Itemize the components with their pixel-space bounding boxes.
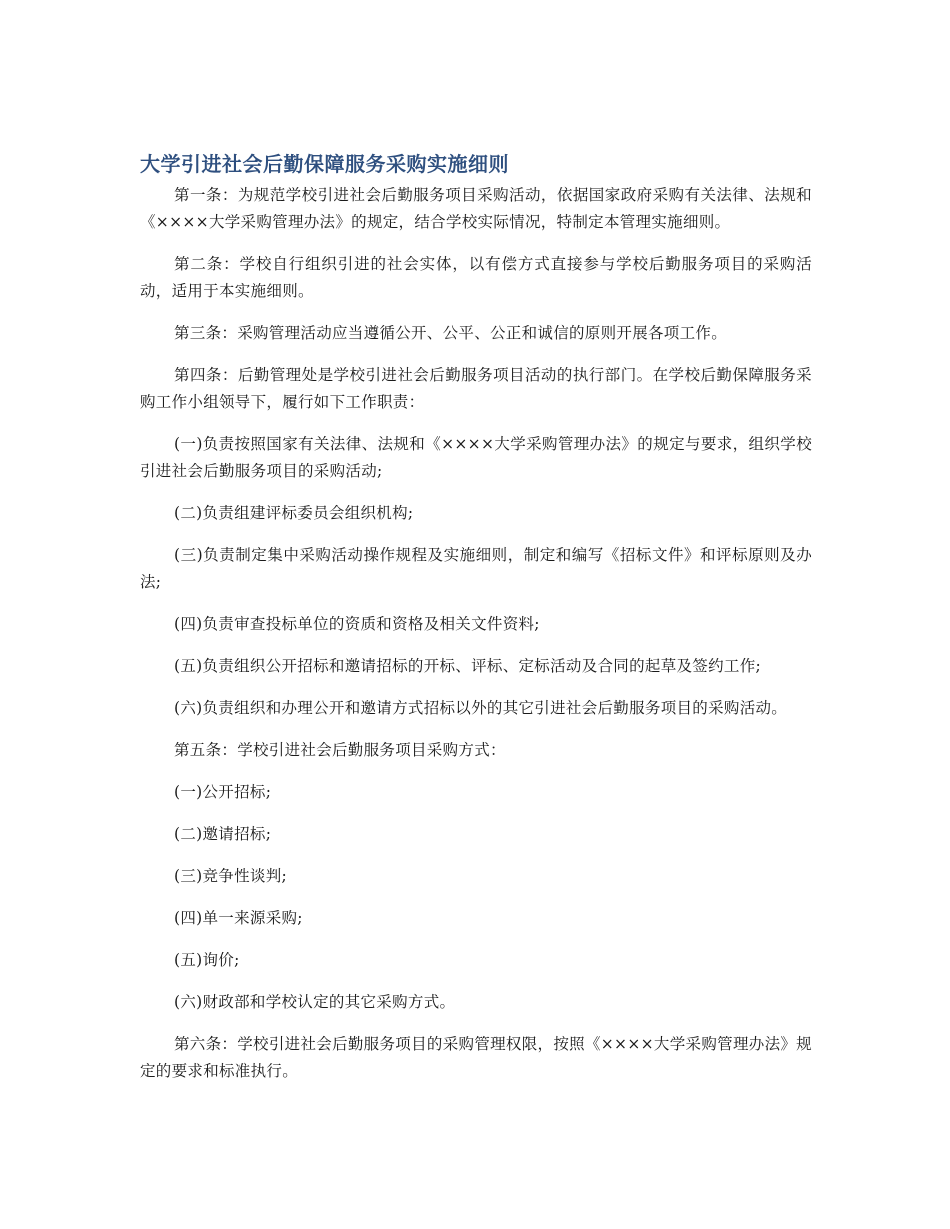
document-body [140,150,812,1100]
article-5-item-4: (四)单一来源采购; [174,909,303,927]
article-4-item-3: (三)负责制定集中采购活动操作规程及实施细则，制定和编写《招标文件》和评标原则及办法; [140,546,812,591]
article-5: 第五条：学校引进社会后勤服务项目采购方式： [174,741,506,759]
article-4-item-4: (四)负责审查投标单位的资质和资格及相关文件资料; [174,615,540,633]
article-5-item-5: (五)询价; [174,951,240,969]
article-4-item-2: (二)负责组建评标委员会组织机构; [174,504,414,522]
article-5-item-3: (三)竞争性谈判; [174,867,288,885]
article-5-item-2: (二)邀请招标; [174,825,272,843]
article-4: 第四条：后勤管理处是学校引进社会后勤服务项目活动的执行部门。在学校后勤保障服务采购工作小组领导下，履行如下工作职责： [140,366,812,411]
article-4-item-6: (六)负责组织和办理公开和邀请方式招标以外的其它引进社会后勤服务项目的采购活动。 [174,699,788,717]
article-1: 第一条：为规范学校引进社会后勤服务项目采购活动，依据国家政府采购有关法律、法规和《××××大学采购管理办法》的规定，结合学校实际情况，特制定本管理实施细则。 [140,186,812,231]
article-2: 第二条：学校自行组织引进的社会实体，以有偿方式直接参与学校后勤服务项目的采购活动，适用于本实施细则。 [140,255,812,300]
article-3: 第三条：采购管理活动应当遵循公开、公平、公正和诚信的原则开展各项工作。 [174,324,728,342]
article-5-item-6: (六)财政部和学校认定的其它采购方式。 [174,993,456,1011]
document-title: 大学引进社会后勤保障服务采购实施细则 [140,152,509,176]
article-5-item-1: (一)公开招标; [174,783,272,801]
article-4-item-5: (五)负责组织公开招标和邀请招标的开标、评标、定标活动及合同的起草及签约工作; [174,657,762,675]
article-6: 第六条：学校引进社会后勤服务项目的采购管理权限，按照《××××大学采购管理办法》规定的要求和标准执行。 [140,1035,812,1080]
article-4-item-1: (一)负责按照国家有关法律、法规和《××××大学采购管理办法》的规定与要求，组织学校引进社会后勤服务项目的采购活动; [140,435,812,480]
